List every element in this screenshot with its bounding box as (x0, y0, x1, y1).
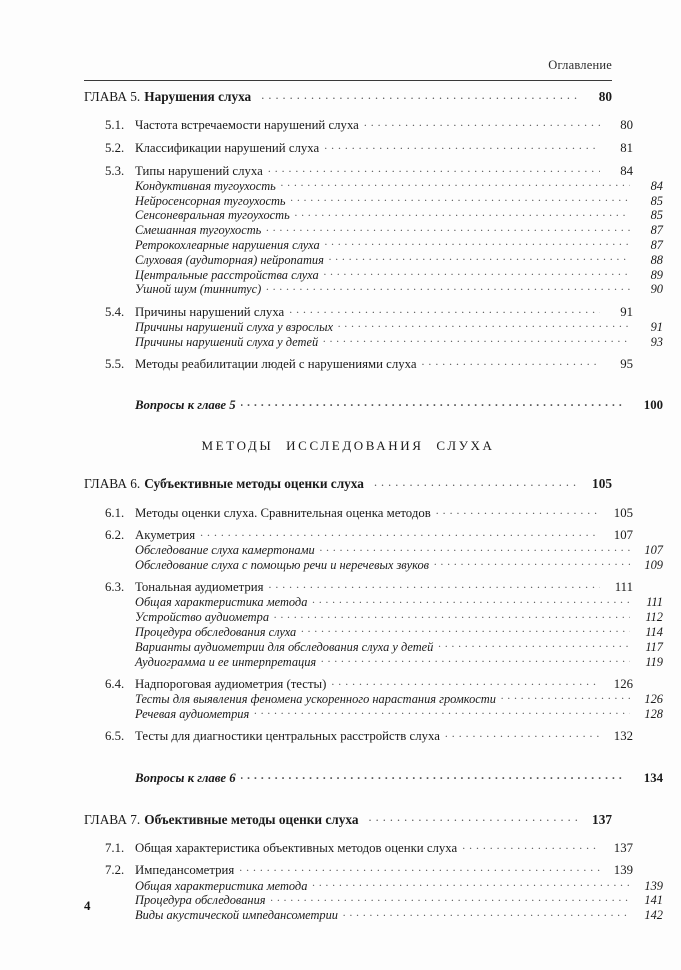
section-number: 7.2. (105, 863, 125, 878)
dot-leader (434, 557, 630, 569)
subentry-label: Варианты аудиометрии для обследования слуха у детей (135, 639, 434, 654)
page-number: 128 (644, 706, 663, 721)
dot-leader (445, 727, 600, 740)
toc-questions-entry[interactable] (84, 397, 663, 413)
subentry-label: Устройство аудиометра (135, 610, 270, 625)
toc-subentry[interactable] (84, 907, 663, 922)
subentry-label: Процедура обследования слуха (135, 625, 297, 640)
spacer (84, 371, 612, 397)
toc-subentry[interactable] (84, 892, 663, 907)
spacer (84, 519, 612, 526)
chapter-number: ГЛАВА 6. (84, 476, 141, 492)
subentry-label: Обследование слуха камертонами (135, 543, 315, 558)
section-label: Методы реабилитации людей с нарушениями слуха (135, 356, 417, 371)
dot-leader (338, 318, 630, 330)
page-number: 139 (613, 863, 633, 878)
page-number: 100 (643, 398, 663, 413)
toc-subentry[interactable] (84, 624, 663, 639)
dot-leader (331, 675, 600, 688)
questions-label: Вопросы к главе 5 (135, 398, 236, 413)
spacer (84, 132, 612, 139)
page-number: 85 (650, 193, 663, 208)
spacer (84, 668, 612, 675)
toc-section-entry[interactable] (84, 162, 633, 178)
toc-section-entry[interactable] (84, 839, 633, 855)
toc-subentry[interactable] (84, 192, 663, 207)
dot-leader (261, 88, 579, 101)
dot-leader (289, 303, 600, 316)
spacer (84, 454, 612, 475)
toc-subentry[interactable] (84, 542, 663, 557)
toc-questions-entry[interactable] (84, 769, 663, 785)
dot-leader (369, 810, 579, 823)
toc-subentry[interactable] (84, 653, 663, 668)
page-number: 126 (613, 676, 633, 691)
section-number: 5.1. (105, 118, 125, 133)
section-number: 5.5. (105, 356, 125, 371)
section-label: Типы нарушений слуха (135, 163, 263, 178)
subentry-label: Причины нарушений слуха у детей (135, 334, 319, 349)
dot-leader (501, 691, 630, 703)
page-number: 117 (645, 639, 663, 654)
dot-leader (266, 281, 630, 293)
page-number: 111 (614, 580, 633, 595)
page-number: 119 (645, 654, 663, 669)
page-number: 87 (650, 223, 663, 238)
page-number: 105 (592, 476, 612, 492)
page-number: 139 (644, 878, 663, 893)
chapter-number: ГЛАВА 7. (84, 811, 141, 827)
dot-leader (266, 222, 630, 234)
subentry-label: Тесты для выявления феномена ускоренного нарастания громкости (135, 692, 496, 707)
dot-leader (301, 624, 630, 636)
toc-subentry[interactable] (84, 251, 663, 266)
toc-subentry[interactable] (84, 333, 663, 348)
questions-label: Вопросы к главе 6 (135, 770, 236, 785)
spacer (84, 720, 612, 727)
toc-section-entry[interactable] (84, 579, 633, 595)
spacer (84, 104, 612, 117)
section-label: Тесты для диагностики центральных расстройств слуха (135, 729, 440, 744)
toc-section-entry[interactable] (84, 355, 633, 371)
dot-leader (241, 769, 626, 782)
toc-subentry[interactable] (84, 281, 663, 296)
section-number: 5.2. (105, 140, 125, 155)
page-number: 84 (620, 163, 633, 178)
toc-section-entry[interactable] (84, 303, 633, 319)
page-number: 109 (644, 558, 663, 573)
chapter-title: Субъективные методы оценки слуха (144, 476, 364, 492)
toc-chapter-entry[interactable] (84, 88, 612, 104)
section-number: 6.4. (105, 676, 125, 691)
page-number: 89 (650, 267, 663, 282)
toc-subentry[interactable] (84, 691, 663, 706)
dot-leader (343, 907, 630, 919)
toc-subentry[interactable] (84, 207, 663, 222)
page-number: 88 (650, 252, 663, 267)
toc-subentry[interactable] (84, 705, 663, 720)
toc-subentry[interactable] (84, 222, 663, 237)
section-label: Причины нарушений слуха (135, 304, 285, 319)
toc-section-entry[interactable] (84, 139, 633, 155)
dot-leader (320, 542, 630, 554)
dot-leader (462, 839, 600, 852)
subentry-label: Слуховая (аудиторная) нейропатия (135, 252, 324, 267)
section-label: Классификации нарушений слуха (135, 140, 320, 155)
page-number: 90 (650, 282, 663, 297)
dot-leader (269, 579, 600, 592)
page-number: 137 (613, 840, 633, 855)
toc-subentry[interactable] (84, 877, 663, 892)
section-label: Импедансометрия (135, 863, 235, 878)
dot-leader (329, 251, 630, 263)
page-number: 107 (613, 528, 633, 543)
toc-section-entry[interactable] (84, 526, 633, 542)
section-label: Методы оценки слуха. Сравнительная оценка методов (135, 505, 431, 520)
page-number: 95 (620, 356, 633, 371)
section-number: 6.3. (105, 580, 125, 595)
toc-section-entry[interactable] (84, 117, 633, 133)
page-number: 107 (644, 543, 663, 558)
dot-leader (438, 638, 630, 650)
section-number: 5.4. (105, 304, 125, 319)
page-number: 80 (598, 89, 612, 105)
subentry-label: Обследование слуха с помощью речи и неречевых звуков (135, 558, 430, 573)
subentry-label: Причины нарушений слуха у взрослых (135, 319, 333, 334)
toc-subentry[interactable] (84, 266, 663, 281)
part-title: МЕТОДЫ ИССЛЕДОВАНИЯ СЛУХА (201, 438, 495, 454)
toc-chapter-entry[interactable] (84, 475, 612, 491)
section-label: Акуметрия (135, 528, 196, 543)
page-number: 111 (646, 595, 663, 610)
toc-section-entry[interactable] (84, 727, 633, 743)
subentry-label: Речевая аудиометрия (135, 706, 250, 721)
section-number: 6.1. (105, 505, 125, 520)
dot-leader (239, 862, 600, 875)
section-label: Надпороговая аудиометрия (тесты) (135, 676, 327, 691)
subentry-label: Виды акустической импедансометрии (135, 908, 339, 923)
subentry-label: Ретрокохлеарные нарушения слуха (135, 237, 320, 252)
spacer (84, 296, 612, 303)
chapter-number: ГЛАВА 5. (84, 89, 141, 105)
toc-subentry[interactable] (84, 318, 663, 333)
section-number: 7.1. (105, 840, 125, 855)
subentry-label: Ушной шум (тиннитус) (135, 282, 262, 297)
dot-leader (241, 397, 626, 410)
subentry-label: Кондуктивная тугоухость (135, 178, 276, 193)
subentry-label: Центральные расстройства слуха (135, 267, 319, 282)
page-number: 134 (643, 770, 663, 785)
page-number: 132 (613, 729, 633, 744)
dot-leader (312, 877, 630, 889)
chapter-title: Объективные методы оценки слуха (144, 811, 359, 827)
spacer (84, 348, 612, 355)
section-label: Частота встречаемости нарушений слуха (135, 118, 359, 133)
dot-leader (324, 266, 630, 278)
section-label: Тональная аудиометрия (135, 580, 264, 595)
toc-section-entry[interactable] (84, 862, 633, 878)
toc-subentry[interactable] (84, 237, 663, 252)
folio-page-number: 4 (84, 898, 91, 913)
subentry-label: Нейросенсорная тугоухость (135, 193, 286, 208)
page-number: 81 (620, 140, 633, 155)
spacer (84, 855, 612, 862)
section-number: 6.2. (105, 528, 125, 543)
spacer (84, 826, 612, 839)
page-number: 93 (650, 334, 663, 349)
table-of-contents (84, 88, 663, 923)
page-number: 87 (650, 237, 663, 252)
spacer (84, 491, 612, 504)
toc-subentry[interactable] (84, 594, 663, 609)
page-number: 112 (645, 610, 663, 625)
page-number: 85 (650, 208, 663, 223)
page-number: 114 (645, 625, 663, 640)
page-number: 91 (650, 319, 663, 334)
subentry-label: Процедура обследования (135, 893, 266, 908)
dot-leader (200, 526, 600, 539)
section-label: Общая характеристика объективных методов оценки слуха (135, 840, 458, 855)
header-divider (84, 80, 612, 81)
spacer (84, 572, 612, 579)
dot-leader (324, 139, 600, 152)
dot-leader (325, 237, 630, 249)
subentry-label: Аудиограмма и ее интерпретация (135, 654, 317, 669)
chapter-title: Нарушения слуха (144, 89, 252, 105)
dot-leader (291, 192, 630, 204)
toc-subentry[interactable] (84, 177, 663, 192)
dot-leader (321, 653, 630, 665)
page-number: 141 (644, 893, 663, 908)
dot-leader (436, 504, 600, 517)
toc-section-entry[interactable] (84, 675, 633, 691)
subentry-label: Сенсоневральная тугоухость (135, 208, 290, 223)
dot-leader (274, 609, 630, 621)
dot-leader (312, 594, 630, 606)
page-number: 84 (650, 178, 663, 193)
dot-leader (271, 892, 630, 904)
page-number: 126 (644, 692, 663, 707)
dot-leader (268, 162, 600, 175)
page-number: 80 (620, 118, 633, 133)
section-number: 6.5. (105, 729, 125, 744)
page-number: 142 (644, 908, 663, 923)
section-number: 5.3. (105, 163, 125, 178)
dot-leader (422, 355, 600, 368)
subentry-label: Общая характеристика метода (135, 595, 308, 610)
spacer (84, 743, 612, 769)
page-number: 105 (613, 505, 633, 520)
dot-leader (374, 475, 579, 488)
dot-leader (254, 705, 630, 717)
dot-leader (364, 117, 600, 130)
spacer (84, 784, 612, 810)
page-number: 137 (592, 811, 612, 827)
toc-subentry[interactable] (84, 609, 663, 624)
toc-subentry[interactable] (84, 638, 663, 653)
dot-leader (323, 333, 630, 345)
page-number: 91 (620, 304, 633, 319)
running-header: Оглавление (548, 58, 612, 72)
dot-leader (281, 177, 630, 189)
spacer (84, 412, 612, 438)
toc-section-entry[interactable] (84, 504, 633, 520)
dot-leader (295, 207, 630, 219)
spacer (84, 155, 612, 162)
toc-subentry[interactable] (84, 557, 663, 572)
subentry-label: Общая характеристика метода (135, 878, 308, 893)
subentry-label: Смешанная тугоухость (135, 223, 262, 238)
toc-chapter-entry[interactable] (84, 810, 612, 826)
